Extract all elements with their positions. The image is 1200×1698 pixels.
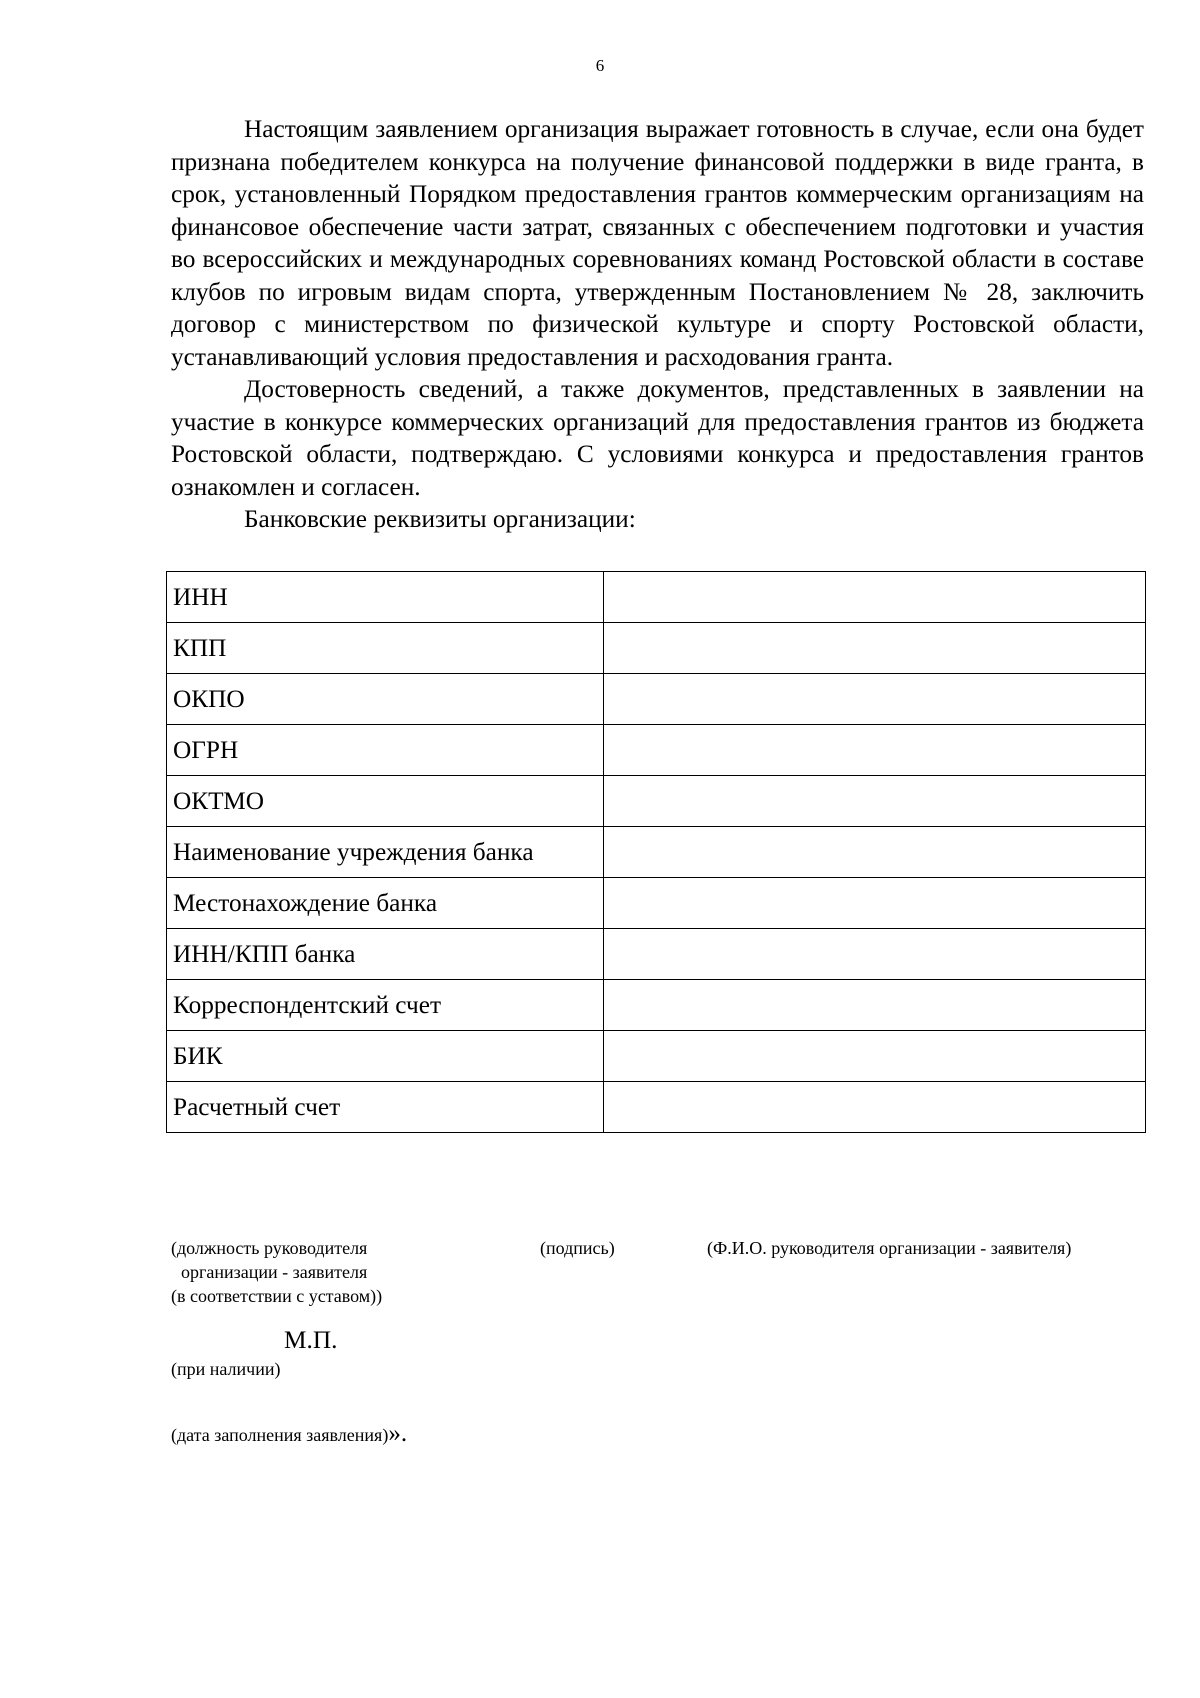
authenticity-paragraph: Достоверность сведений, а также документов, представленных в заявлении на участие в конкурсе коммерческих организаций для предоставления грантов из бюджета Ростовской области, подтверждаю. С условиями конкурса и предоставления грантов ознакомлен и согласен.	[171, 375, 1144, 501]
bank-requisites-table	[166, 571, 1146, 1133]
statement-body	[171, 113, 1144, 533]
requisite-value-settlement-account[interactable]	[604, 1082, 1146, 1133]
requisite-value-bank-name[interactable]	[604, 827, 1146, 878]
requisite-label-correspondent-account: Корреспондентский счет	[167, 980, 604, 1031]
requisite-value-inn[interactable]	[604, 572, 1146, 623]
requisite-value-correspondent-account[interactable]	[604, 980, 1146, 1031]
requisite-label-inn: ИНН	[167, 572, 604, 623]
position-label-line-1: (должность руководителя	[171, 1238, 368, 1258]
table-row	[167, 827, 1146, 878]
requisite-label-kpp: КПП	[167, 623, 604, 674]
page-number: 6	[595, 56, 605, 75]
table-row	[167, 776, 1146, 827]
table-row	[167, 674, 1146, 725]
requisite-label-bank-name: Наименование учреждения банка	[167, 827, 604, 878]
position-label-line-3: (в соответствии с уставом))	[171, 1286, 383, 1306]
requisite-label-oktmo: ОКТМО	[167, 776, 604, 827]
stamp-placeholder: М.П.	[284, 1326, 338, 1354]
requisite-value-kpp[interactable]	[604, 623, 1146, 674]
requisite-value-bank-inn-kpp[interactable]	[604, 929, 1146, 980]
stamp-note: (при наличии)	[171, 1359, 281, 1379]
requisite-label-bank-inn-kpp: ИНН/КПП банка	[167, 929, 604, 980]
table-row	[167, 980, 1146, 1031]
requisite-label-settlement-account: Расчетный счет	[167, 1082, 604, 1133]
closing-quote: ».	[388, 1420, 408, 1447]
requisite-value-oktmo[interactable]	[604, 776, 1146, 827]
date-label: (дата заполнения заявления)	[171, 1425, 389, 1445]
bank-requisites-heading: Банковские реквизиты организации:	[244, 505, 636, 533]
readiness-paragraph: Настоящим заявлением организация выражает готовность в случае, если она будет признана победителем конкурса на получение финансовой поддержки в виде гранта, в срок, установленный Порядком предоставления грантов коммерческим организациям на финансовое обеспечение части затрат, связанных с обеспечением подготовки и участия во всероссийских и международных соревнованиях команд Ростовской области в составе клубов по игровым видам спорта, утвержденным Постановлением № 28, заключить договор с министерством по физической культуре и спорту Ростовской области, устанавливающий условия предоставления и расходования гранта.	[171, 115, 1144, 371]
table-row	[167, 878, 1146, 929]
requisite-value-bik[interactable]	[604, 1031, 1146, 1082]
signature-label: (подпись)	[540, 1238, 615, 1258]
requisite-label-bank-location: Местонахождение банка	[167, 878, 604, 929]
requisite-value-ogrn[interactable]	[604, 725, 1146, 776]
table-row	[167, 929, 1146, 980]
requisite-value-bank-location[interactable]	[604, 878, 1146, 929]
position-label-line-2: организации - заявителя	[181, 1262, 368, 1282]
requisite-label-okpo: ОКПО	[167, 674, 604, 725]
table-row	[167, 572, 1146, 623]
requisite-label-ogrn: ОГРН	[167, 725, 604, 776]
table-row	[167, 725, 1146, 776]
requisite-value-okpo[interactable]	[604, 674, 1146, 725]
full-name-label: (Ф.И.О. руководителя организации - заявителя)	[707, 1238, 1072, 1258]
date-line	[171, 1420, 408, 1447]
table-row	[167, 623, 1146, 674]
table-row	[167, 1031, 1146, 1082]
table-row	[167, 1082, 1146, 1133]
requisite-label-bik: БИК	[167, 1031, 604, 1082]
